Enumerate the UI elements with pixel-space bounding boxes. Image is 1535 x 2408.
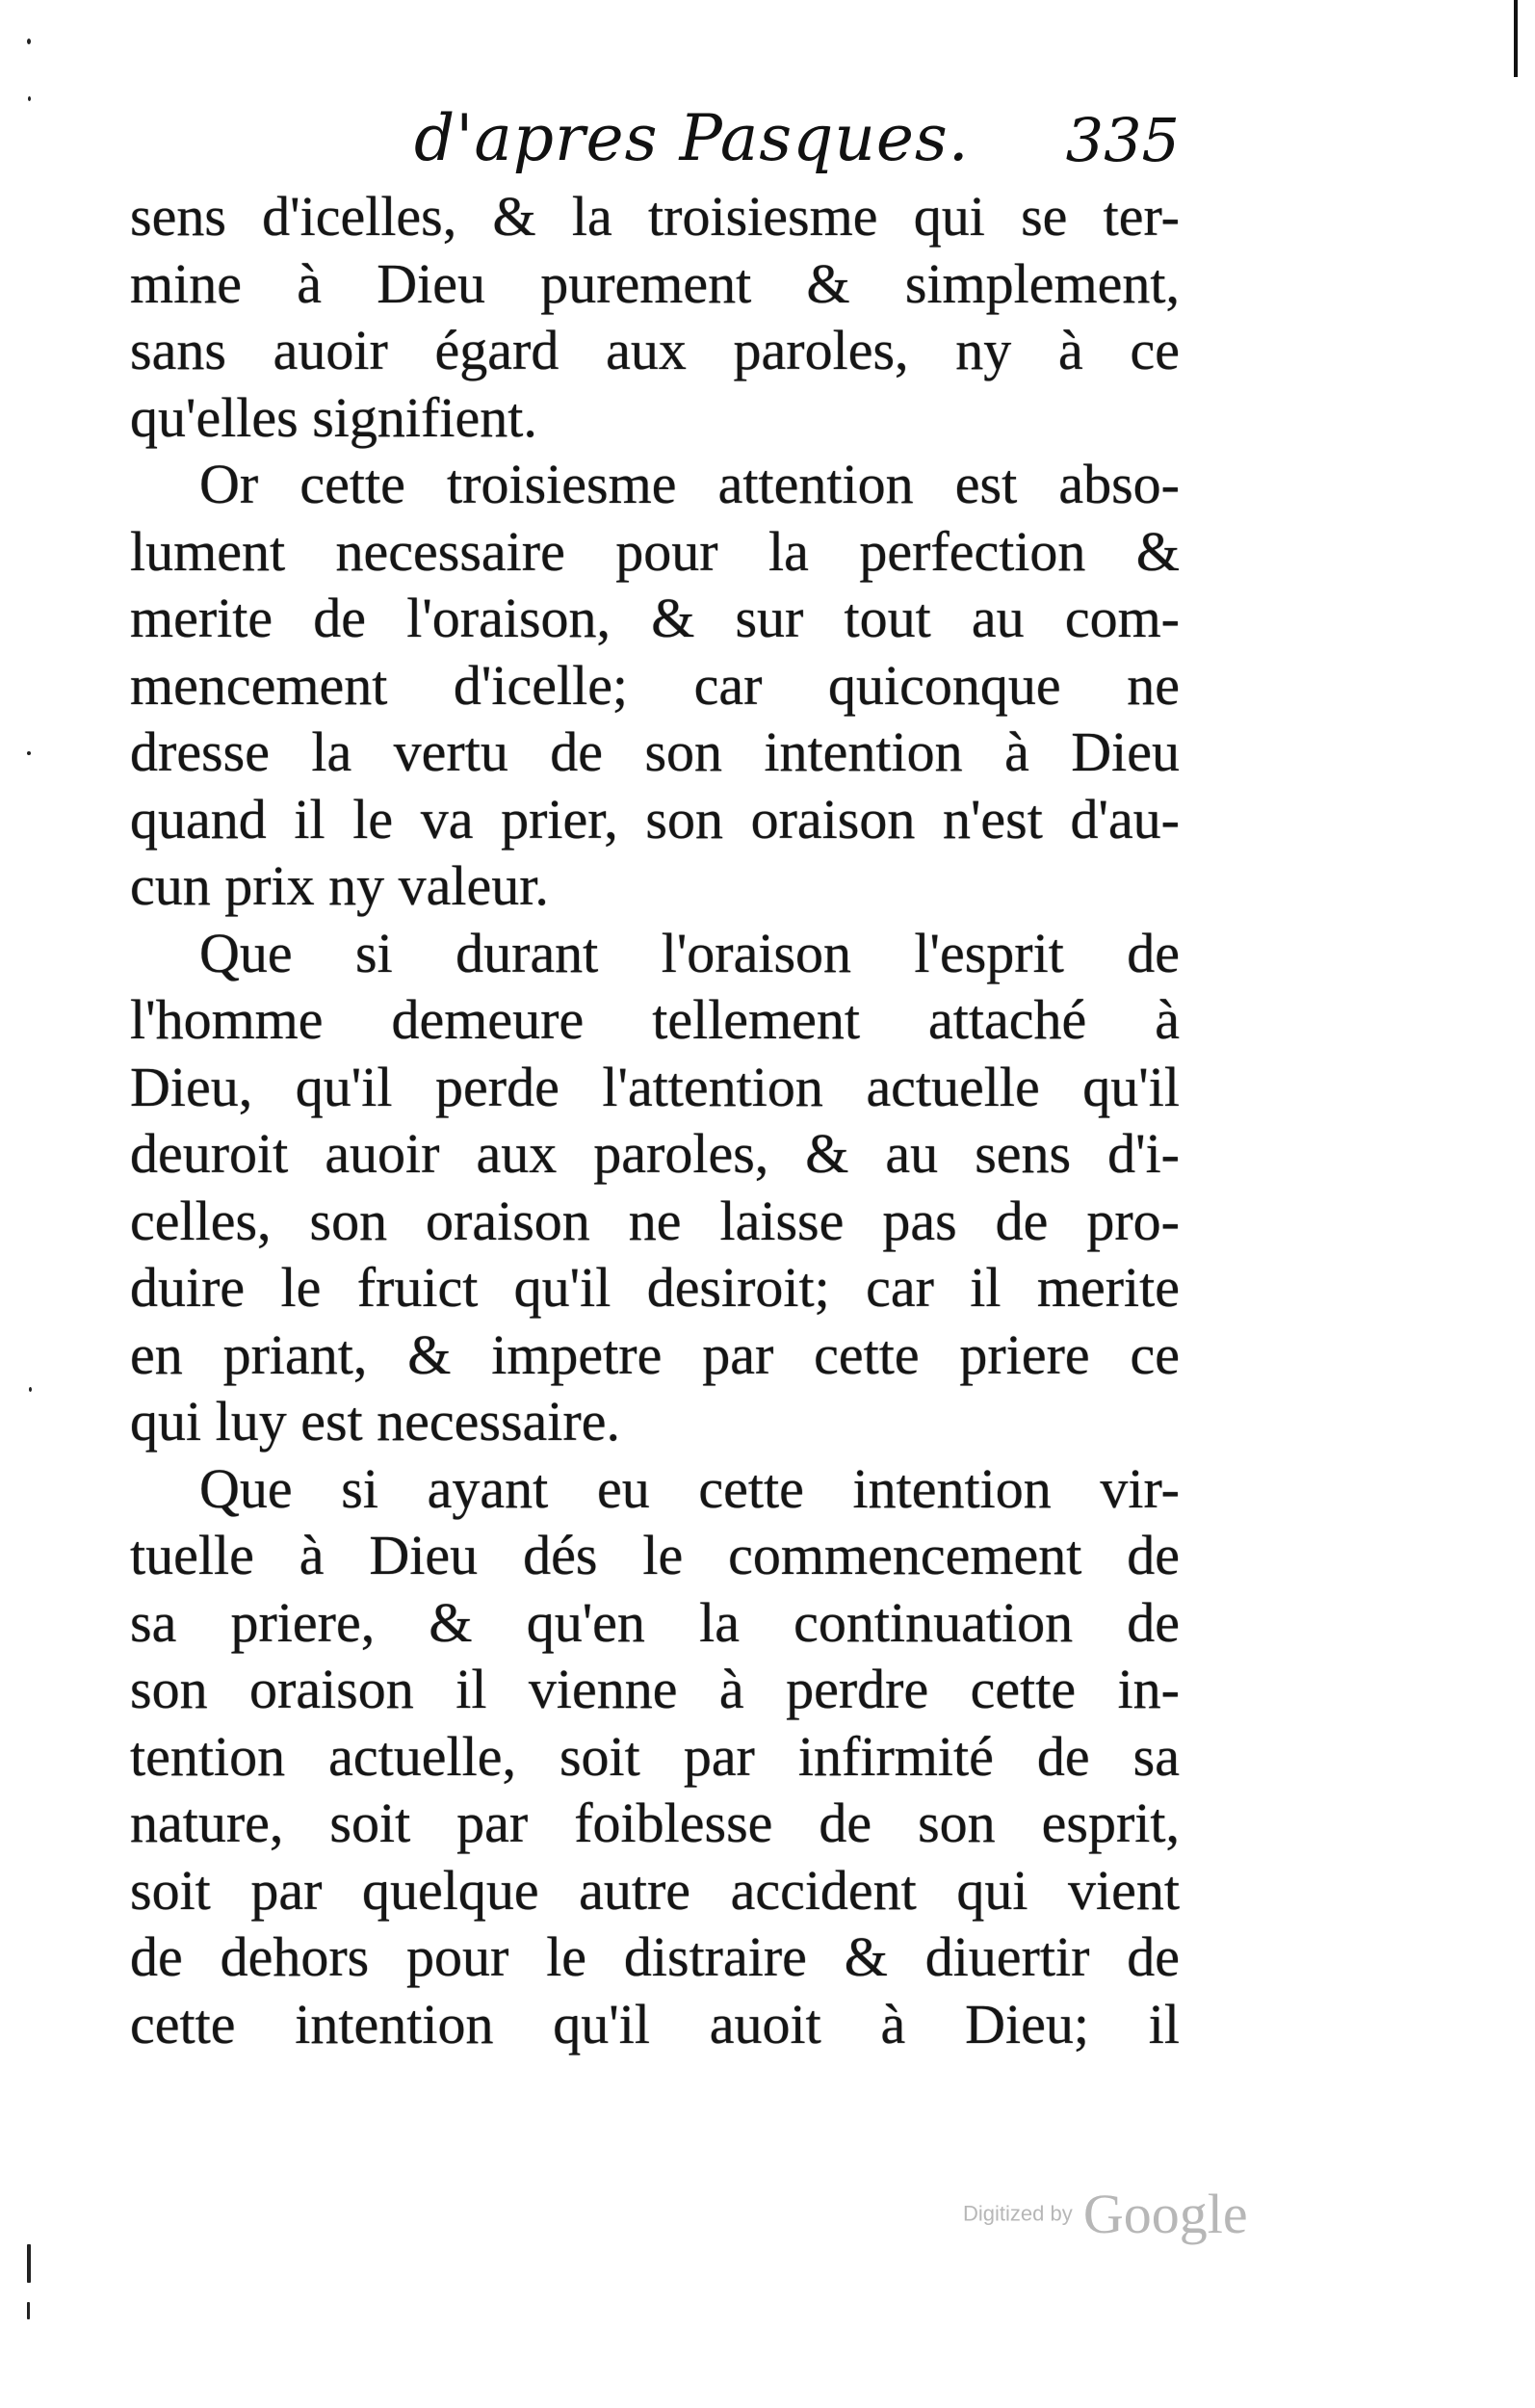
text-line: sans auoir égard aux paroles, ny à ce bbox=[130, 319, 1180, 381]
text-line: dresse la vertu de son intention à Dieu bbox=[130, 720, 1180, 783]
running-head bbox=[130, 101, 1180, 178]
text-line: soit par quelque autre accident qui vient bbox=[130, 1858, 1180, 1922]
text-line: celles, son oraison ne laisse pas de pro- bbox=[130, 1189, 1180, 1252]
text-line: duire le fruict qu'il desiroit; car il merite bbox=[130, 1256, 1180, 1319]
margin-specks bbox=[27, 39, 33, 2350]
text-line: Dieu, qu'il perde l'attention actuelle qu'il bbox=[130, 1055, 1180, 1118]
text-line: sens d'icelles, & la troisiesme qui se ter- bbox=[130, 185, 1180, 248]
text-line: qui luy est necessaire. bbox=[130, 1390, 620, 1453]
text-line: quand il le va prier, son oraison n'est d'au- bbox=[130, 787, 1180, 851]
text-line: merite de l'oraison, & sur tout au com- bbox=[130, 587, 1180, 649]
text-line: en priant, & impetre par cette priere ce bbox=[130, 1322, 1180, 1386]
paragraph-start-line: Que si durant l'oraison l'esprit de bbox=[199, 921, 1180, 984]
paragraph-start-line: Or cette troisiesme attention est abso- bbox=[199, 453, 1180, 515]
text-line: deuroit auoir aux paroles, & au sens d'i- bbox=[130, 1122, 1180, 1185]
text-line: nature, soit par foiblesse de son esprit, bbox=[130, 1792, 1180, 1854]
page-number: 335 bbox=[1065, 105, 1180, 175]
text-line: cette intention qu'il auoit à Dieu; il bbox=[130, 1992, 1180, 2055]
page-edge bbox=[1514, 0, 1518, 77]
digitization-watermark bbox=[963, 2182, 1290, 2268]
watermark-brand: Google bbox=[1082, 2183, 1248, 2245]
body-text bbox=[130, 183, 1180, 2057]
text-line: tention actuelle, soit par infirmité de sa bbox=[130, 1724, 1180, 1788]
text-line: son oraison il vienne à perdre cette in- bbox=[130, 1658, 1180, 1720]
text-line: qu'elles signifient. bbox=[130, 385, 537, 449]
text-line: mencement d'icelle; car quiconque ne bbox=[130, 653, 1180, 717]
running-title: d'apres Pasques. bbox=[414, 101, 970, 175]
text-line: cun prix ny valeur. bbox=[130, 854, 549, 917]
text-line: mine à Dieu purement & simplement, bbox=[130, 251, 1180, 315]
text-line: l'homme demeure tellement attaché à bbox=[130, 988, 1180, 1051]
text-line: de dehors pour le distraire & diuertir de bbox=[130, 1925, 1180, 1988]
text-line: tuelle à Dieu dés le commencement de bbox=[130, 1524, 1180, 1586]
paragraph-start-line: Que si ayant eu cette intention vir- bbox=[199, 1456, 1180, 1520]
text-line: lument necessaire pour la perfection & bbox=[130, 519, 1180, 583]
text-line: sa priere, & qu'en la continuation de bbox=[130, 1590, 1180, 1654]
watermark-prefix: Digitized by bbox=[963, 2201, 1073, 2226]
